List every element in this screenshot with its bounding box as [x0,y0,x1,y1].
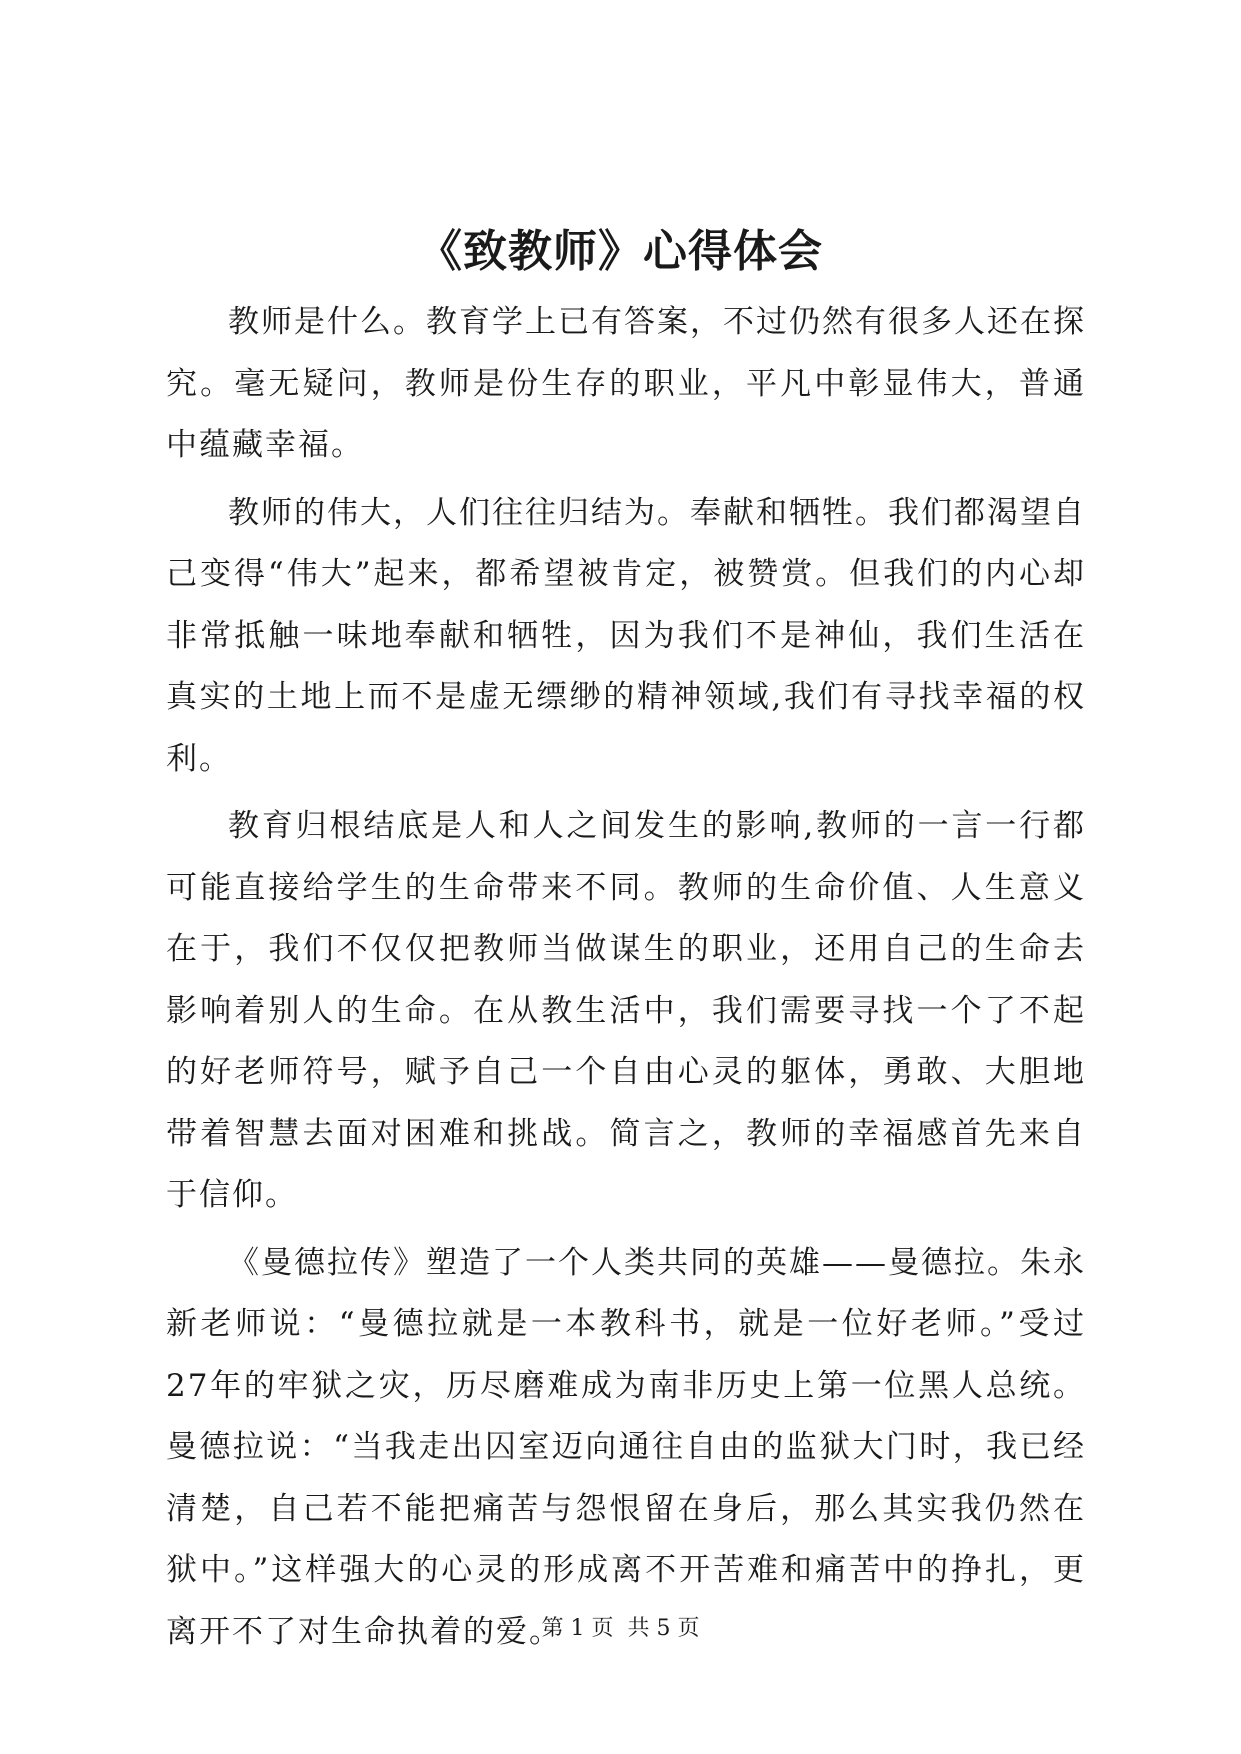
paragraph-1: 教师是什么。教育学上已有答案，不过仍然有很多人还在探究。毫无疑问，教师是份生存的职业，平凡中彰显伟大，普通中蕴藏幸福。 [166,304,1086,463]
paragraph-4: 《曼德拉传》塑造了一个人类共同的英雄——曼德拉。朱永新老师说：“曼德拉就是一本教科书，就是一位好老师。”受过27年的牢狱之灾，历尽磨难成为南非历史上第一位黑人总统。曼德拉说：“当我走出囚室迈向通往自由的监狱大门时，我已经清楚，自己若不能把痛苦与怨恨留在身后，那么其实我仍然在狱中。”这样强大的心灵的形成离不开苦难和痛苦中的挣扎，更离开不了对生命执着的爱。 [166,1244,1086,1650]
page-number-total: 共 5 页 [627,1616,700,1641]
document-body [166,292,1086,1669]
paragraph-2: 教师的伟大，人们往往归结为。奉献和牺牲。我们都渴望自己变得“伟大”起来，都希望被肯定，被赞赏。但我们的内心却非常抵触一味地奉献和牺牲，因为我们不是神仙，我们生活在真实的土地上而不是虚无缥缈的精神领域,我们有寻找幸福的权利。 [166,494,1086,777]
page-footer [0,1614,1241,1644]
page-number-current: 第 1 页 [541,1616,614,1641]
document-title: 《致教师》心得体会 [418,226,823,277]
footer-separator [614,1616,628,1641]
paragraph-3: 教育归根结底是人和人之间发生的影响,教师的一言一行都可能直接给学生的生命带来不同。教师的生命价值、人生意义在于，我们不仅仅把教师当做谋生的职业，还用自己的生命去影响着别人的生命。在从教生活中，我们需要寻找一个了不起的好老师符号，赋予自己一个自由心灵的躯体，勇敢、大胆地带着智慧去面对困难和挑战。简言之，教师的幸福感首先来自于信仰。 [166,808,1086,1213]
